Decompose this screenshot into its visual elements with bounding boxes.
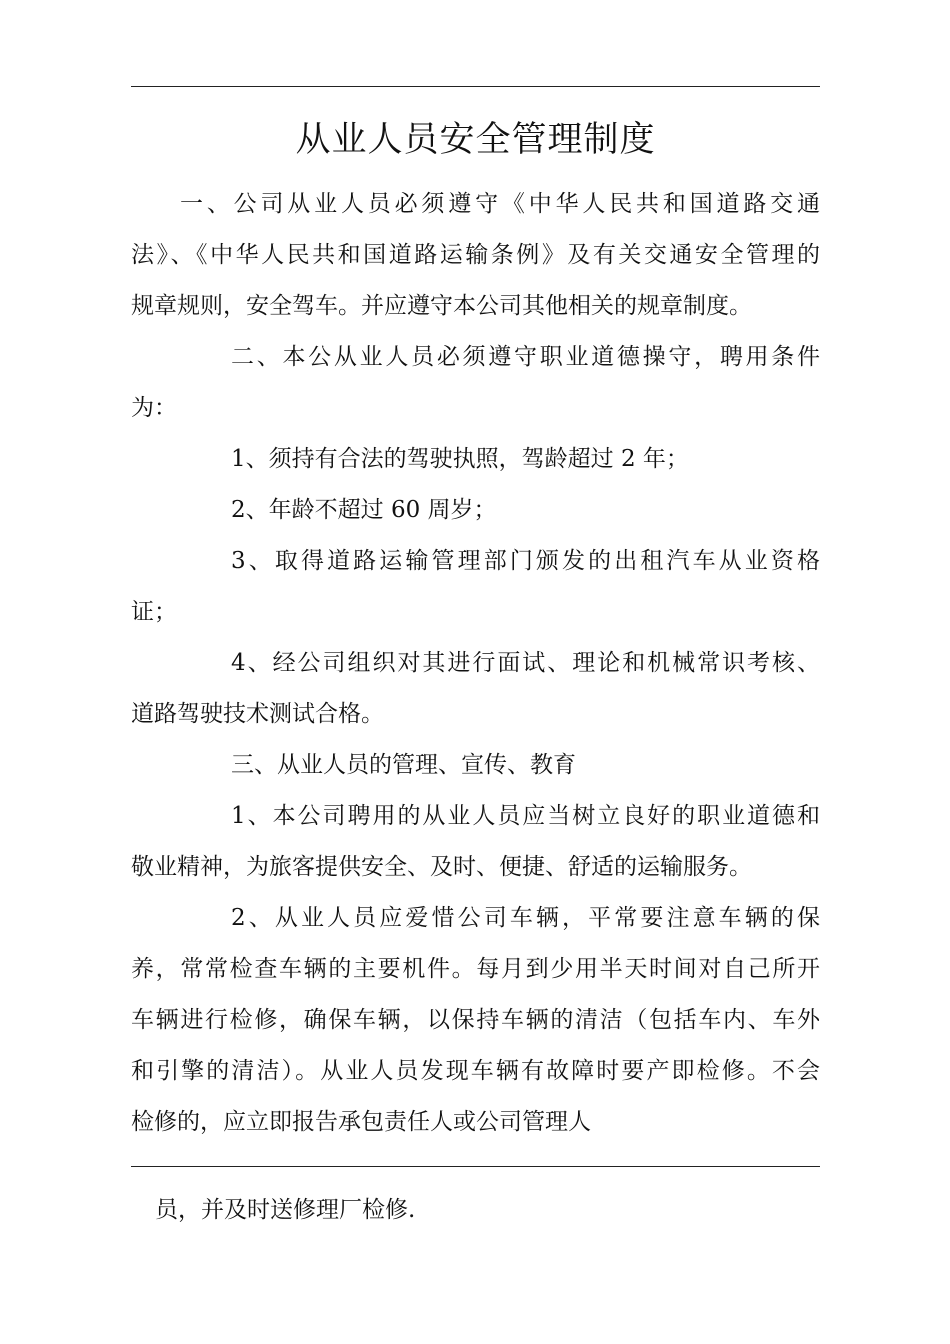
paragraph-line-1: 一、公司从业人员必须遵守《中华人民共和国道路交通	[180, 191, 820, 217]
page-break-rule	[131, 1166, 820, 1167]
list-item-3: 3、取得道路运输管理部门颁发的出租汽车从业资格	[231, 548, 820, 574]
paragraph-line-4: 二、本公从业人员必须遵守职业道德操守，聘用条件	[231, 344, 820, 370]
paragraph-line-2: 法》、《中华人民共和国道路运输条例》及有关交通安全管理的	[131, 242, 820, 268]
paragraph-line-5: 为：	[131, 395, 177, 421]
section-3-item-1: 1、本公司聘用的从业人员应当树立良好的职业道德和	[231, 803, 820, 829]
list-item-4: 4、经公司组织对其进行面试、理论和机械常识考核、	[231, 650, 820, 676]
header-rule	[131, 86, 820, 87]
section-3-item-2-cont-4: 检修的，应立即报告承包责任人或公司管理人	[131, 1109, 591, 1135]
section-3-item-2-cont-3: 和引擎的清洁）。从业人员发现车辆有故障时要产即检修。不会	[131, 1058, 820, 1084]
section-3-item-2: 2、从业人员应爱惜公司车辆，平常要注意车辆的保	[231, 905, 820, 931]
section-3-item-2-cont-2: 车辆进行检修，确保车辆，以保持车辆的清洁（包括车内、车外	[131, 1007, 820, 1033]
section-heading-3: 三、从业人员的管理、宣传、教育	[231, 752, 576, 778]
section-3-item-1-cont: 敬业精神，为旅客提供安全、及时、便捷、舒适的运输服务。	[131, 854, 752, 880]
list-item-4-cont: 道路驾驶技术测试合格。	[131, 701, 384, 727]
list-item-2: 2、年龄不超过 60 周岁；	[231, 497, 497, 523]
paragraph-line-3: 规章规则，安全驾车。并应遵守本公司其他相关的规章制度。	[131, 293, 752, 319]
section-3-item-2-cont-1: 养，常常检查车辆的主要机件。每月到少用半天时间对自己所开	[131, 956, 820, 982]
next-page-line: 员，并及时送修理厂检修.	[155, 1197, 416, 1223]
list-item-1: 1、须持有合法的驾驶执照，驾龄超过 2 年；	[231, 446, 689, 472]
list-item-3-cont: 证；	[131, 599, 177, 625]
document-title: 从业人员安全管理制度	[295, 120, 656, 160]
